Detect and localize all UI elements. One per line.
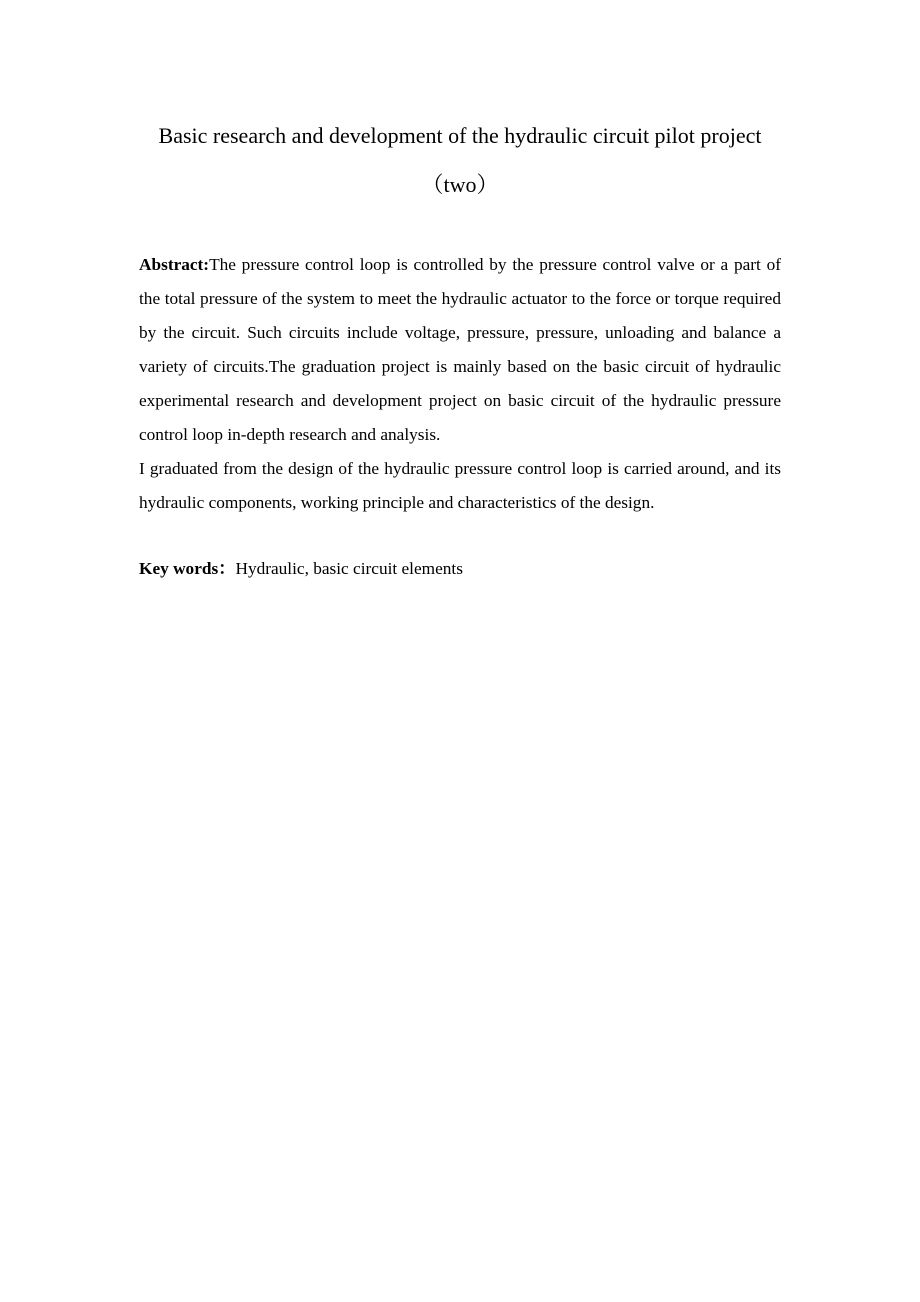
abstract-label: Abstract: bbox=[139, 255, 210, 274]
document-title: Basic research and development of the hydraulic circuit pilot project bbox=[158, 123, 762, 148]
abstract-paragraph bbox=[139, 248, 781, 452]
keywords-section bbox=[139, 554, 781, 584]
document-title-continuation: （two） bbox=[421, 172, 499, 197]
abstract-paragraph-2: I graduated from the design of the hydraulic pressure control loop is carried around, and its hydraulic components, working principle and characteristics of the design. bbox=[139, 459, 781, 512]
abstract-text: The pressure control loop is controlled by the pressure control valve or a part of the total pressure of the system to meet the hydraulic actuator to the force or torque required by the circuit. Such circuits include voltage, pressure, pressure, unloading and balance a variety of circuits.The graduation project is mainly based on the basic circuit of hydraulic experimental research and development project on basic circuit of the hydraulic pressure control loop in-depth research and analysis. bbox=[139, 255, 781, 444]
abstract-section bbox=[139, 248, 781, 520]
keywords-label: Key words： bbox=[139, 559, 236, 578]
keywords-value: Hydraulic, basic circuit elements bbox=[235, 559, 463, 578]
